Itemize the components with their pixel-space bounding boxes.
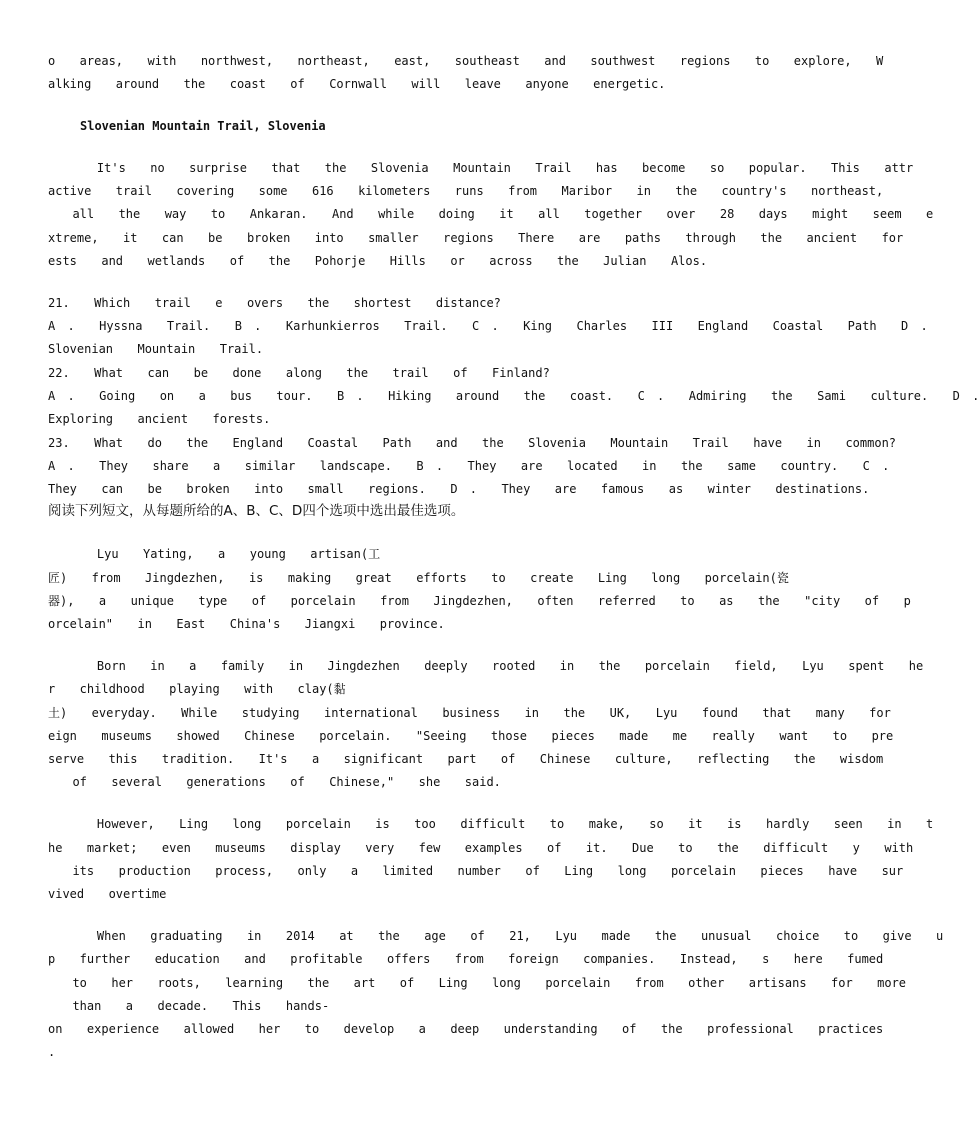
- question-22: 22. What can be done along the trail of Finland?: [48, 366, 550, 380]
- passage-line-1: Lyu Yating, a young artisan(工: [48, 547, 381, 561]
- question-22-options: A . Going on a bus tour. B . Hiking around the coast. C . Admiring the Sami culture. D .: [48, 389, 979, 403]
- passage-line-10: of several generations of Chinese," she said.: [48, 775, 501, 789]
- passage-line-19: on experience allowed her to develop a deep understanding of the professional practices: [48, 1022, 884, 1036]
- passage-line-4: orcelain" in East China's Jiangxi province.: [48, 617, 445, 631]
- passage-line-6: r childhood playing with clay(黏: [48, 682, 346, 696]
- passage-line-9: serve this tradition. It's a significant part of Chinese culture, reflecting the wisdom: [48, 752, 884, 766]
- passage-line-5: Born in a family in Jingdezhen deeply rooted in the porcelain field, Lyu spent he: [48, 659, 924, 673]
- section-heading-slovenia: Slovenian Mountain Trail, Slovenia: [80, 119, 326, 133]
- passage-line-15: When graduating in 2014 at the age of 21, Lyu made the unusual choice to give u: [48, 929, 944, 943]
- passage-line-14: vived overtime: [48, 887, 167, 901]
- passage-line-16: p further education and profitable offers from foreign companies. Instead, s here fumed: [48, 952, 884, 966]
- question-21-options-cont: Slovenian Mountain Trail.: [48, 342, 264, 356]
- passage-line-7: 土) everyday. While studying international business in the UK, Lyu found that many for: [48, 706, 891, 720]
- cornwall-line-2: alking around the coast of Cornwall will leave anyone energetic.: [48, 77, 666, 91]
- passage-line-8: eign museums showed Chinese porcelain. "Seeing those pieces made me really want to pre: [48, 729, 894, 743]
- question-23-options-cont: They can be broken into small regions. D . They are famous as winter destinations.: [48, 482, 870, 496]
- cornwall-line-1: o areas, with northwest, northeast, east, southeast and southwest regions to explore, W: [48, 54, 884, 68]
- passage-line-17: to her roots, learning the art of Ling long porcelain from other artisans for more: [48, 976, 907, 990]
- passage-line-18: than a decade. This hands-: [48, 999, 330, 1013]
- slovenia-line-1: It's no surprise that the Slovenia Mountain Trail has become so popular. This attr: [48, 161, 914, 175]
- slovenia-line-3: all the way to Ankaran. And while doing it all together over 28 days might seem e: [48, 207, 934, 221]
- question-21-options: A . Hyssna Trail. B . Karhunkierros Trail. C . King Charles III England Coastal Path D .: [48, 319, 928, 333]
- question-23: 23. What do the England Coastal Path and the Slovenia Mountain Trail have in common?: [48, 436, 897, 450]
- slovenia-line-5: ests and wetlands of the Pohorje Hills or across the Julian Alos.: [48, 254, 708, 268]
- passage-line-3: 器), a unique type of porcelain from Jingdezhen, often referred to as the "city of p: [48, 594, 911, 608]
- question-21: 21. Which trail e overs the shortest distance?: [48, 296, 501, 310]
- passage-line-12: he market; even museums display very few examples of it. Due to the difficult y with: [48, 841, 914, 855]
- slovenia-line-2: active trail covering some 616 kilometers runs from Maribor in the country's northeast,: [48, 184, 884, 198]
- passage-line-20: .: [48, 1045, 56, 1059]
- passage-line-13: its production process, only a limited number of Ling long porcelain pieces have sur: [48, 864, 904, 878]
- passage-line-2: 匠) from Jingdezhen, is making great efforts to create Ling long porcelain(瓷: [48, 571, 789, 585]
- question-23-options: A . They share a similar landscape. B . They are located in the same country. C .: [48, 459, 890, 473]
- reading-instruction: 阅读下列短文，从每题所给的A、B、C、D四个选项中选出最佳选项。: [48, 503, 465, 519]
- passage-line-11: However, Ling long porcelain is too difficult to make, so it is hardly seen in t: [48, 817, 934, 831]
- question-22-options-cont: Exploring ancient forests.: [48, 412, 271, 426]
- slovenia-line-4: xtreme, it can be broken into smaller regions There are paths through the ancient for: [48, 231, 904, 245]
